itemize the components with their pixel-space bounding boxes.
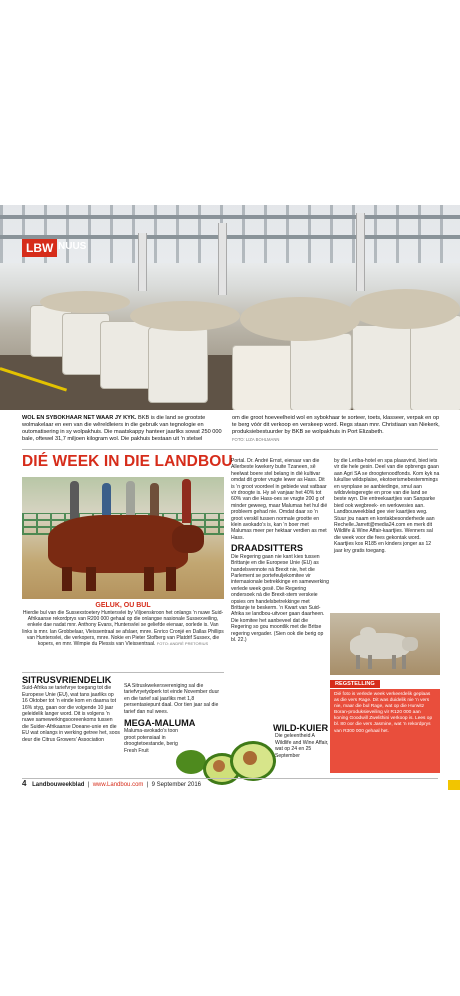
wool-bale	[352, 325, 416, 410]
citrus-heading: SITRUSVRIENDELIK	[22, 675, 112, 685]
pillar	[218, 223, 227, 295]
bull-leg	[62, 567, 72, 591]
wool-pile	[350, 289, 460, 329]
divider	[22, 449, 438, 450]
bull-leg	[144, 567, 154, 591]
warehouse-roof	[0, 205, 460, 263]
bull-photo	[22, 477, 224, 599]
person	[70, 481, 79, 521]
wool-bale	[410, 315, 460, 410]
boran-bull-photo	[330, 613, 440, 675]
bull-caption-text: Hierdie bul van die Sussexstoetery Huntersvlei by Viljoenskroon het onlangs ’n nuwe Suid-Afrikaanse rekordprys van R200 000 gehaal op die onlangse nasionale Sussexveiling, enkele dae nadat mnr. Anthony Evans, Huntersvlei se geliefde eienaar, oorlede is. Van links is mnr. Ian Grobbelaar, Vleissentraal se afslaer, mnre. Enrico Cronjé en Dallas Phillips van Huntersvlei, die verkopers, mnre. Nokie en Pieter Stofberg van Platdrif Sussex, die kopers, en mnr. Wimpie du Plessis van Vleissentraal.	[22, 610, 224, 648]
wool-bale	[100, 321, 152, 389]
zebu-leg	[402, 655, 406, 669]
wool-bale	[290, 333, 352, 410]
bull-body	[48, 515, 188, 573]
lbw-badge: LBW	[22, 239, 57, 257]
wool-pile	[240, 297, 360, 341]
maluma-body: Maluma-avokado’s toon groot potensiaal in droogtetoestande, berig Fresh Fruit	[124, 728, 178, 754]
roof-beam	[0, 215, 460, 219]
avocado-seed-icon	[243, 751, 257, 765]
draadsitters-heading: DRAADSITTERS	[231, 543, 303, 554]
wool-bale	[148, 327, 208, 403]
citrus-article-cont	[124, 683, 224, 754]
citrus-article	[22, 675, 120, 743]
wild-right-body: by die Leriba-hotel en spa plaasvind, bied iets vir die hele gesin. Deel van die opbrengs gaan aan Agri SA se droogtenoodfonds. Kom kyk na lukullse wildsplaise, ekotoerismebestemmings en wynplase se aanbiedinge, smul aan wildsvleisgeregte en proe van die land se beste wyn. Die entreekaartjies van Sanparke bied ook wegbreek- en werkwesies aan. Landbouweekblad gee vier kaartjies weg. Stuur jou naam en kontakbesonderhede aan Rechelle.Jarrett@media24.com en merk dit Wildlife & Wine Affair-kaartjies. Wenners sal die week voor die fees gekontak word. Kaartjies kos R185 en kinders jonger as 12 jaar kry gratis toegang.	[334, 458, 440, 554]
photo-caption-left	[22, 415, 230, 443]
bull-caption-body	[22, 610, 224, 647]
regstelling-box	[330, 689, 440, 773]
wool-pile	[130, 301, 240, 331]
citrus-body-2: SA Sitruskwekersvereniging sal die tariefvryetydperk tot einde November duur en die tarief sal jaarliks met 1,8 persentasiepunt daal. Oor tien jaar sal die tarief dan nul wees.	[124, 683, 220, 715]
wildkuier-heading: WILD-KUIER	[273, 723, 329, 733]
bull-caption-title: GELUK, OU BUL	[95, 602, 151, 609]
roof-beam	[0, 235, 460, 239]
wildkuier-article	[275, 723, 331, 759]
zebu-leg	[392, 655, 396, 669]
photo-credit: FOTO: LIZA BOHLMANN	[232, 437, 280, 442]
magazine-page	[0, 205, 460, 788]
zebu-head	[402, 637, 418, 651]
pillar	[138, 233, 147, 291]
regstelling-heading: REGSTELLING	[330, 680, 380, 688]
regstelling-body: Dié foto is verlede week verkeerdelik geplaas as die vers Rage. Dit was duidelik nie ’n vers nie, maar die bul Rage, wat op die Hurwitz Boran-produksieveiling vir R120 000 aan koning Goodwill Zwelithini verkoop is. Lees op bl. 80 oor die vers Jasmine, wat ’n rekordprys van R300 000 gehaal het.	[334, 692, 433, 734]
page-number: 4	[22, 779, 27, 788]
maluma-heading: MEGA-MALUMA	[124, 718, 196, 729]
person	[182, 479, 191, 523]
divider	[22, 672, 224, 673]
caption-text-left: BKB is die land se grootste wolmakelaar en een van die wêreldleiers in die gebruik van tegnologie en outomatisering in sy wolpakhuis. Die maatskappy hanteer jaarliks sowat 250 000 bale, oftewel 31,7 miljoen kilogram wol. Die pakhuis bestaan uit ’n stelsel	[22, 415, 222, 442]
yellow-edge-tab	[448, 780, 460, 790]
footer-date: 9 September 2016	[151, 782, 202, 788]
caption-lead: WOL EN SYBOKHAAR NET WAAR JY KYK.	[22, 415, 137, 421]
portal-body: Portal. Dr. André Ernst, eienaar van die Allerbeste kwekery buite Tzaneen, sê heelwat boere stel belang in dié kultivar omdat dit groter vrugte lewer as Hass. Dit is ’n groot voordeel in gebiede wat vatbaar vir droogte is. Hy sê vanjaar het 40% tot 60% van die Hass-oes se vrugte 200 g of minder geweeg, maar Malumas het hul dié probleem gehad nie. Omdat daar so ’n groot verskil tussen normale grootte en klein avokado’s is, kan ’n boer met Malumas meer per hektaar verdien as met Hass.	[231, 458, 328, 541]
footer-url[interactable]: www.Landbou.com	[92, 782, 144, 788]
citrus-body: Suid-Afrika se tariefvrye toegang tot die Europese Unie (EU), wat tans jaarliks op 16 Oktober tot ’n einde kom en daarna tot 16% styg, gaan oor die volgende 10 jaar geleidelik langer word. Dit is volgens ’n nuwe samewerkingsooreenkoms tussen die Suider-Afrikaanse Doeane-unie en die EU wat onlangs in werking getree het, soos deur die Citrus Growers’ Association	[22, 685, 120, 743]
avocado-icon	[176, 750, 206, 774]
draadsitters-body: Die Regering gaan nie kant kies tussen Brittanje en die Europese Unie (EU) as handelsvennote ná Brexit nie, het die Parlement se portefeuljekomitee vir internasionale betrekkinge en samewerking verlede week gesê. Die Regering ondersoek ná die Brexit-stem verskeie opsies om handelsbetrekkinge met Brittanje te beskerm. ’n Kwart van Suid-Afrika se landbou-uitvoer gaan daarheen. Die komitee het aanbeveel dat die Regering so gou moontlik met die Britse regering vergader. (Sien ook die berig op bl. 22.)	[231, 553, 329, 643]
bull-photo-credit: FOTO: ANDRÉ PRETORIUS	[156, 641, 209, 647]
page-footer: 4 Landbouweekblad | www.Landbou.com | 9 September 2016	[22, 779, 202, 788]
bull-leg	[166, 567, 176, 591]
wild-right-article	[334, 458, 440, 554]
zebu-leg	[356, 655, 360, 669]
portal-article	[231, 458, 329, 643]
photo-caption-right	[232, 415, 444, 443]
bull-leg	[86, 567, 96, 591]
avocado-seed-icon	[213, 760, 225, 772]
page-headline: DIÉ WEEK IN DIE LANDBOU	[22, 453, 233, 470]
footer-brand: Landbouweekblad	[32, 782, 85, 788]
zebu-leg	[368, 655, 372, 669]
wildkuier-body: Die geleentheid A Wildlife and Wine Affair, wat op 24 en 25 September	[275, 733, 329, 759]
section-label: NUUS	[58, 241, 87, 252]
wool-bale	[232, 345, 296, 410]
wool-warehouse-photo	[0, 205, 460, 410]
wool-pile	[40, 291, 130, 313]
caption-text-right: om die groot hoeveelheid wol en sybokhaar te sorteer, toets, klasseer, verpak en op te berg vóór dit verkoop en verskeep word. Regs staan mnr. Christiaan van Niekerk, produksiebestuurder by BKB se wolpakhuis in Port Elizabeth.	[232, 415, 440, 435]
pillar	[356, 213, 365, 291]
bull-head	[172, 525, 204, 553]
